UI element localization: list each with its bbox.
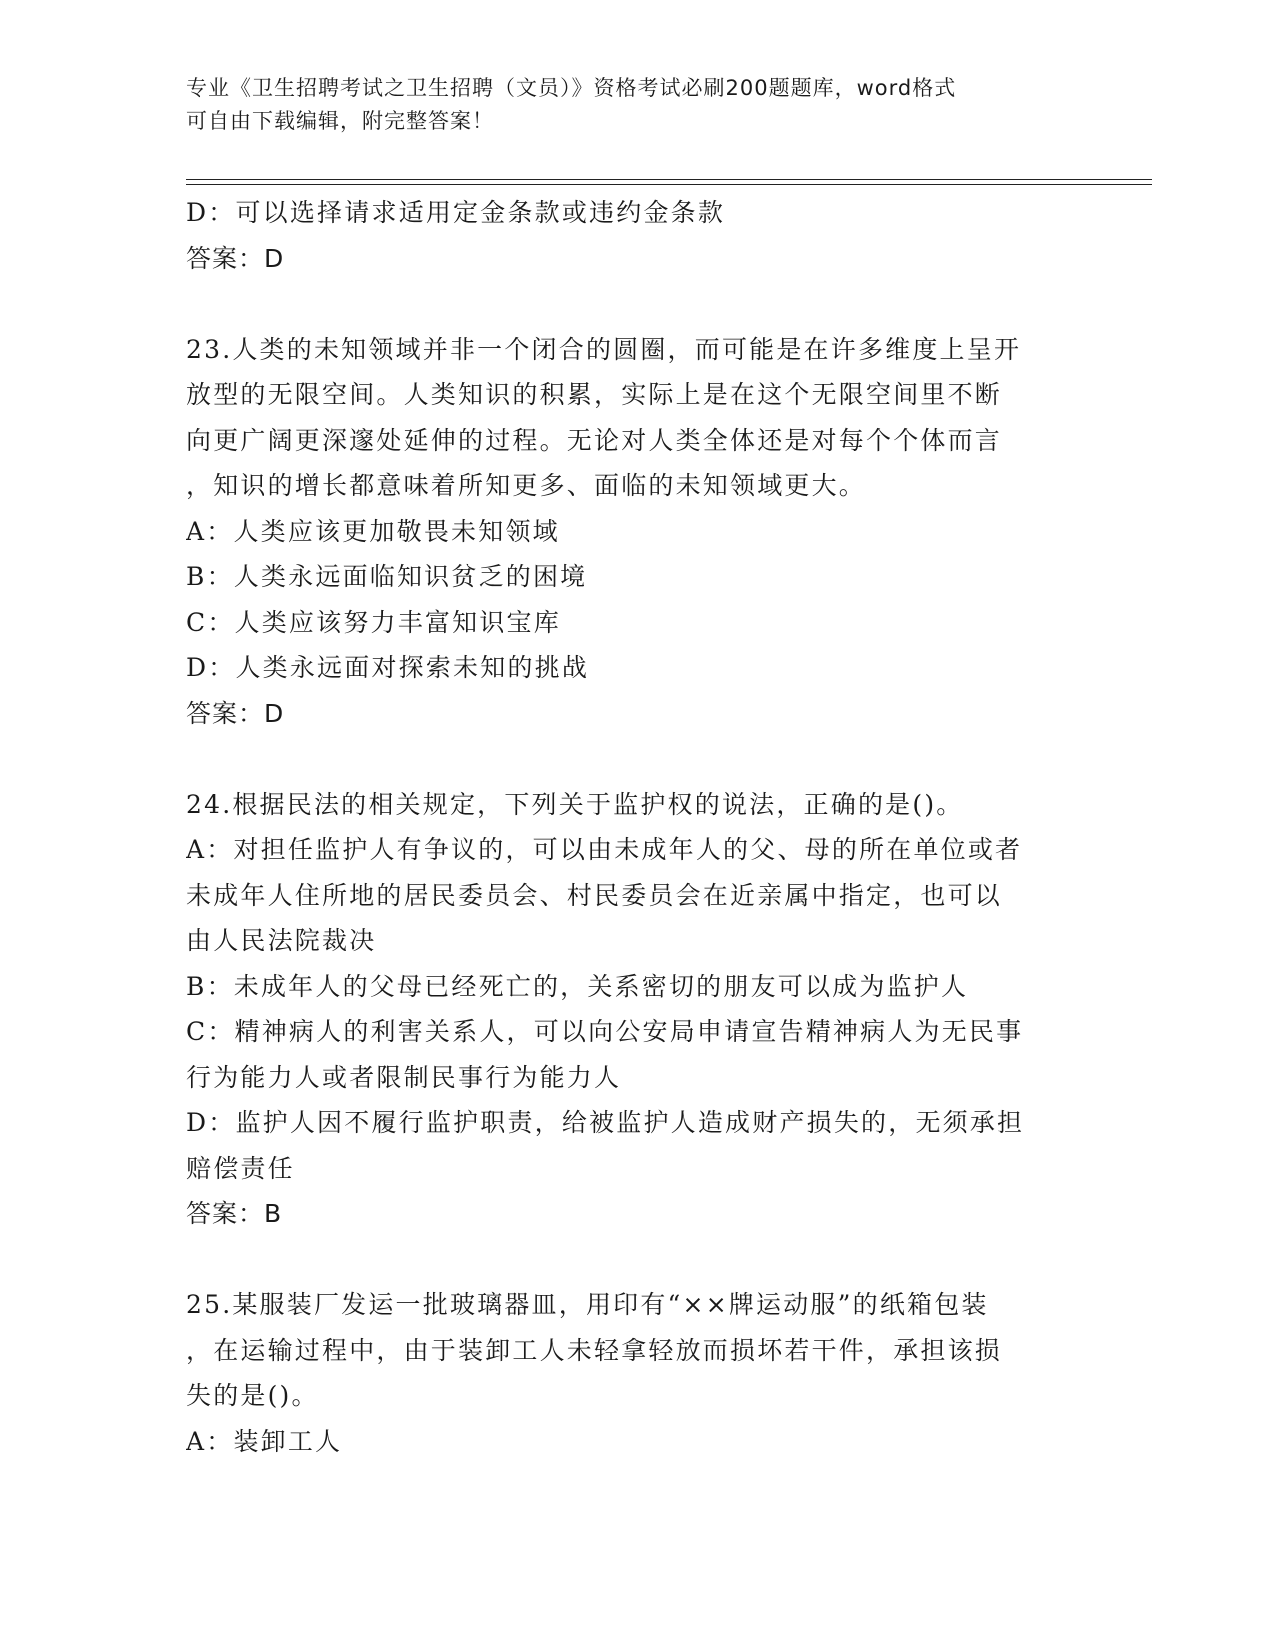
header-rule-top — [186, 179, 1152, 180]
text-line: C：人类应该努力丰富知识宝库 — [186, 607, 561, 637]
text-line: 放型的无限空间。人类知识的积累，实际上是在这个无限空间里不断 — [186, 380, 1003, 409]
text-line: 行为能力人或者限制民事行为能力人 — [186, 1062, 622, 1092]
text-line: ，在运输过程中，由于装卸工人未轻拿轻放而损坏若干件，承担该损 — [186, 1335, 1003, 1365]
text-line: 向更广阔更深邃处延伸的过程。无论对人类全体还是对每个个体而言 — [186, 425, 1003, 455]
paragraph-gap — [186, 281, 1066, 327]
document-header — [186, 72, 1066, 138]
text-line: 未成年人住所地的居民委员会、村民委员会在近亲属中指定，也可以 — [186, 880, 1003, 910]
answer-line: 答案：B — [186, 1199, 283, 1228]
text-line: 25.某服装厂发运一批玻璃器皿，用印有“××牌运动服”的纸箱包装 — [186, 1290, 989, 1319]
text-line: D：监护人因不履行监护职责，给被监护人造成财产损失的，无须承担 — [186, 1108, 1025, 1137]
text-line: A：装卸工人 — [186, 1426, 343, 1456]
text-line: B：人类永远面临知识贫乏的困境 — [186, 562, 588, 591]
text-line: 失的是()。 — [186, 1381, 319, 1410]
header-rule-bottom — [186, 184, 1152, 185]
header-line-1: 专业《卫生招聘考试之卫生招聘（文员）》资格考试必刷200题题库，word格式 — [186, 76, 957, 100]
answer-line: 答案：D — [186, 243, 285, 273]
question-content — [186, 190, 1066, 1464]
text-line: D：可以选择请求适用定金条款或违约金条款 — [186, 198, 726, 227]
header-line-2: 可自由下载编辑，附完整答案！ — [186, 109, 494, 133]
text-line: ，知识的增长都意味着所知更多、面临的未知领域更大。 — [186, 471, 867, 500]
text-line: A：对担任监护人有争议的，可以由未成年人的父、母的所在单位或者 — [186, 835, 1023, 864]
text-line: 由人民法院裁决 — [186, 926, 377, 955]
paragraph-gap — [186, 1237, 1066, 1283]
text-line: 23.人类的未知领域并非一个闭合的圆圈，而可能是在许多维度上呈开 — [186, 334, 1022, 364]
text-line: A：人类应该更加敬畏未知领域 — [186, 516, 560, 546]
text-line: C：精神病人的利害关系人，可以向公安局申请宣告精神病人为无民事 — [186, 1017, 1024, 1046]
text-line: D：人类永远面对探索未知的挑战 — [186, 653, 590, 682]
text-line: B：未成年人的父母已经死亡的，关系密切的朋友可以成为监护人 — [186, 971, 969, 1001]
paragraph-gap — [186, 736, 1066, 782]
text-line: 赔偿责任 — [186, 1153, 295, 1183]
text-line: 24.根据民法的相关规定，下列关于监护权的说法，正确的是()。 — [186, 789, 964, 819]
answer-line: 答案：D — [186, 698, 285, 728]
